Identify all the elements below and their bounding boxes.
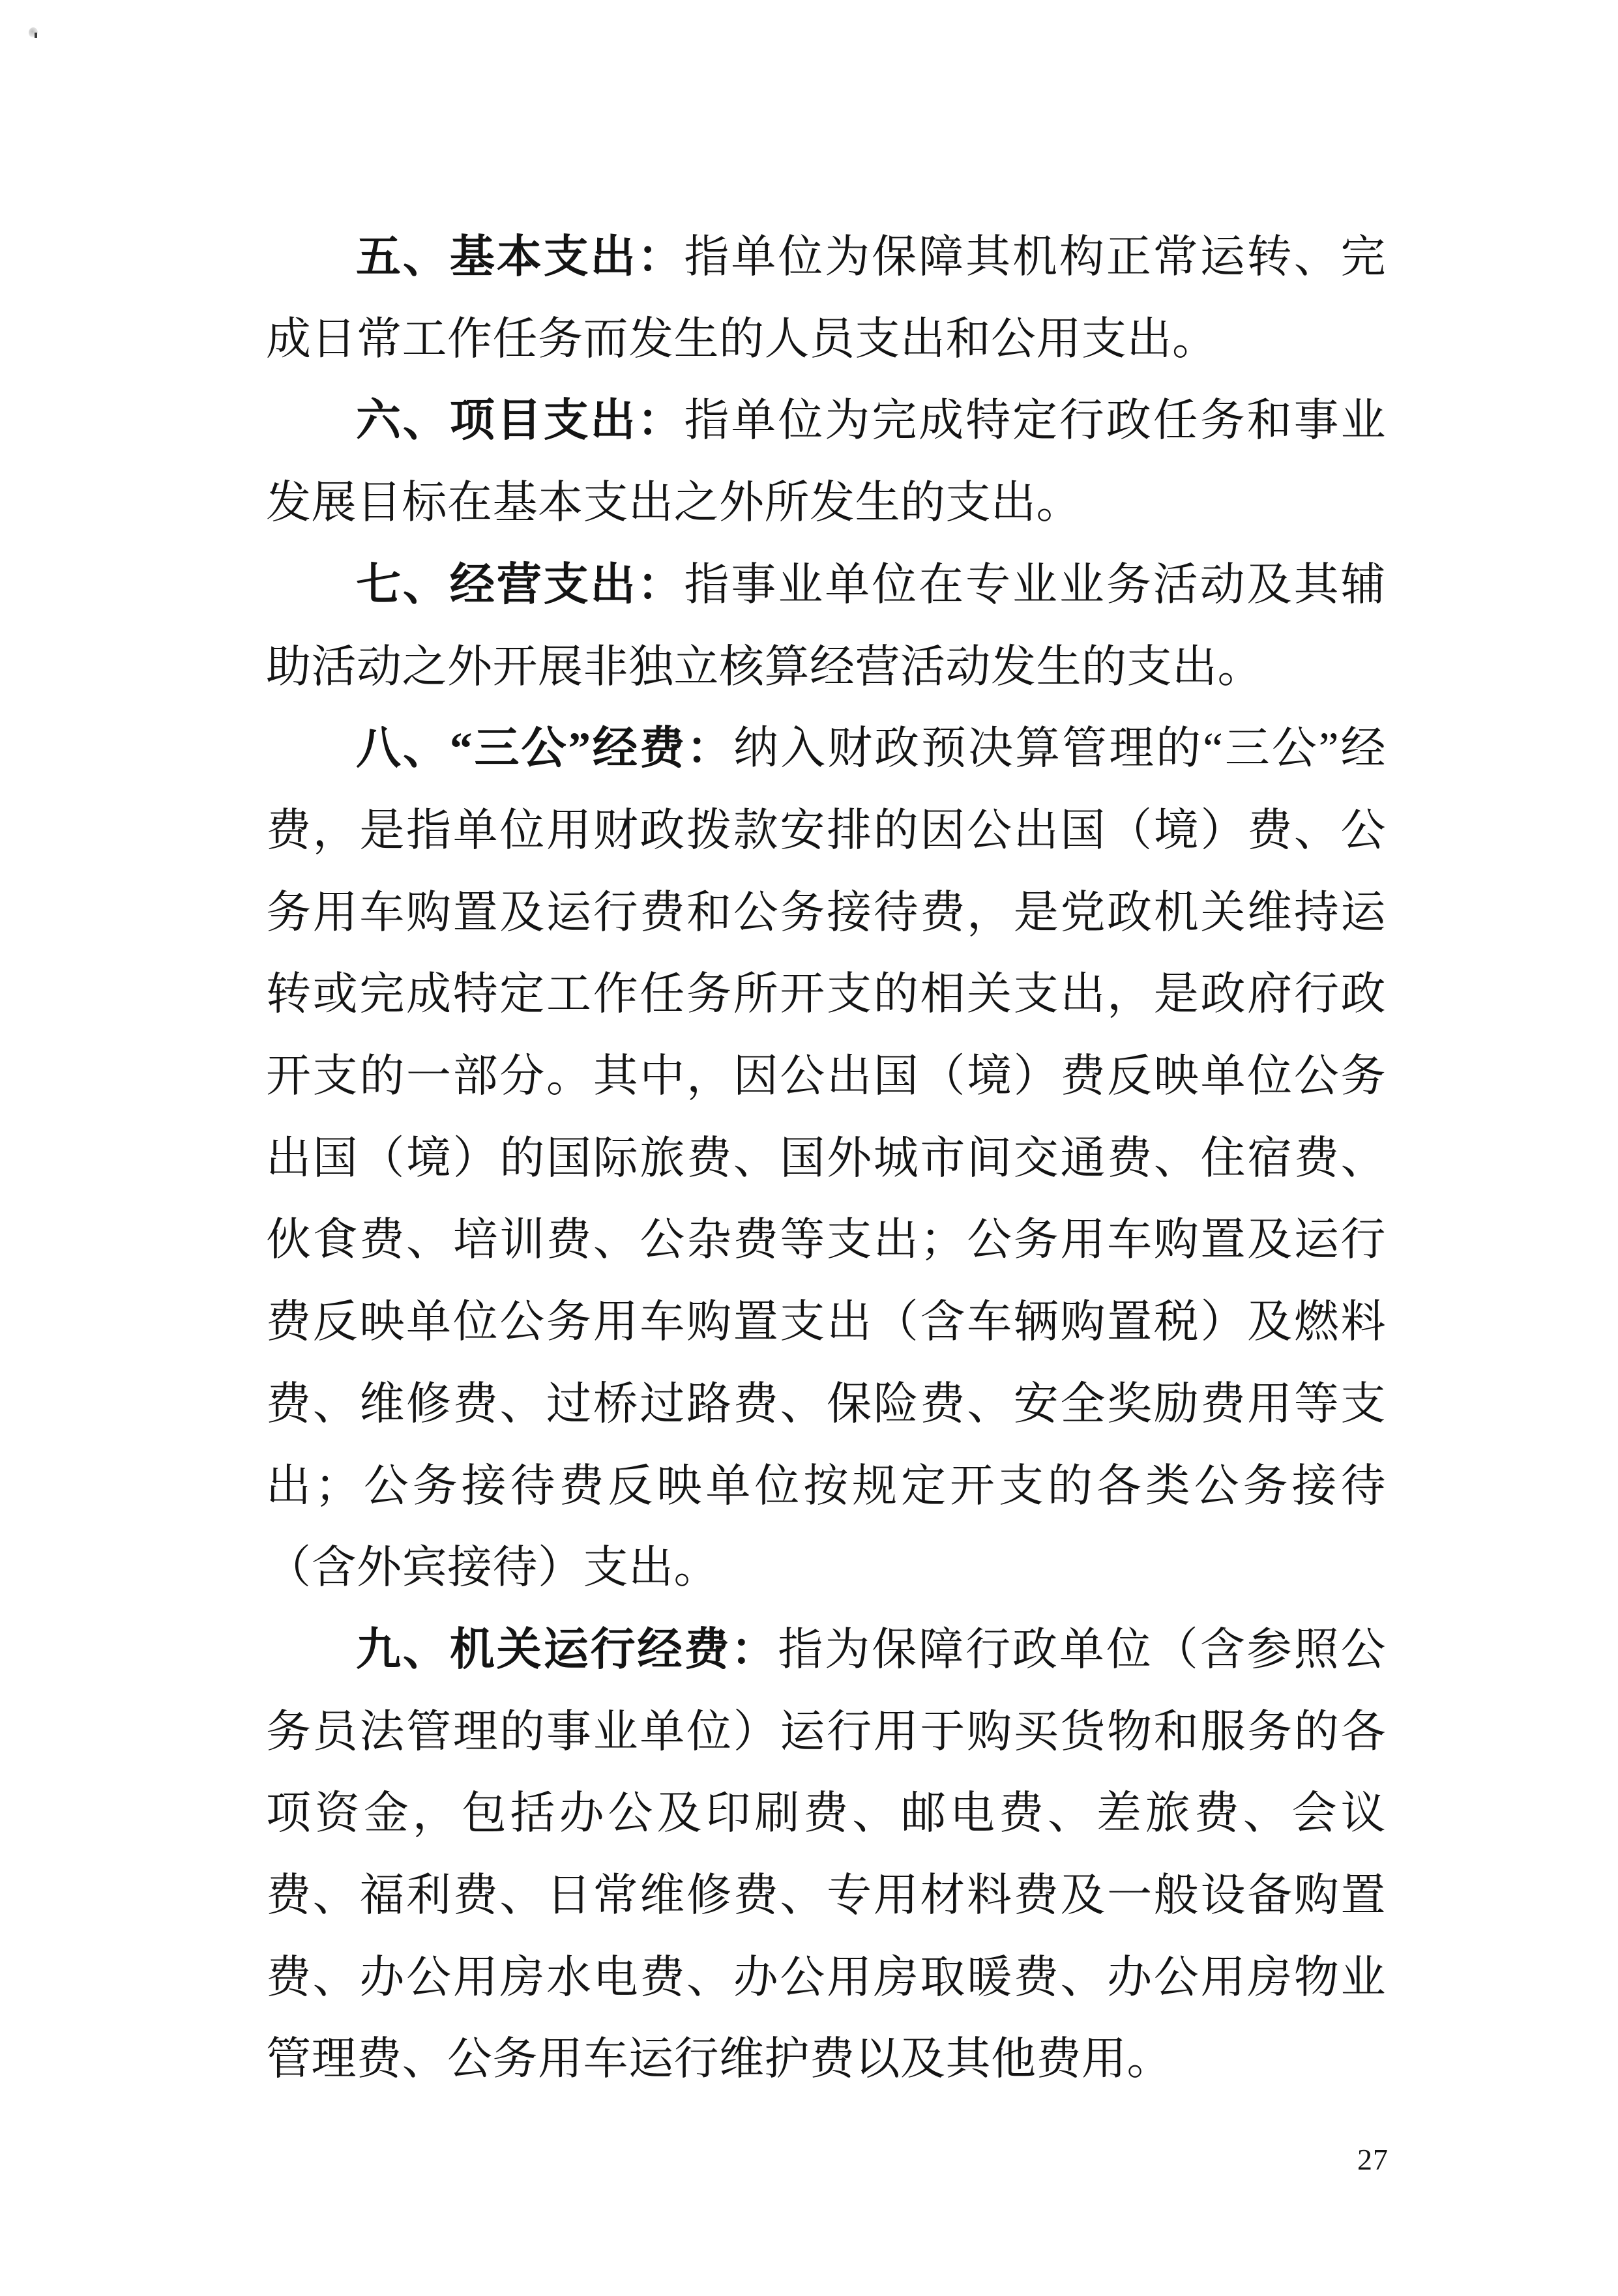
term-heading-operating-expenditure: 七、经营支出： bbox=[356, 559, 684, 609]
scan-artifact bbox=[29, 27, 38, 38]
paragraph-three-public-funds bbox=[266, 708, 1386, 1609]
term-heading-project-expenditure: 六、项目支出： bbox=[356, 396, 684, 446]
term-definition-operating-expenditure: 指事业单位在专业业务活动及其辅助活动之外开展非独立核算经营活动发生的支出。 bbox=[266, 559, 1387, 691]
paragraph-project-expenditure bbox=[266, 380, 1386, 544]
paragraph-operating-expenditure bbox=[266, 544, 1386, 708]
term-definition-agency-operating-funds: 指为保障行政单位（含参照公务员法管理的事业单位）运行用于购买货物和服务的各项资金，包括办公及印刷费、邮电费、差旅费、会议费、福利费、日常维修费、专用材料费及一般设备购置费、办公用房水电费、办公用房取暖费、办公用房物业管理费、公务用车运行维护费以及其他费用。 bbox=[266, 1624, 1387, 2084]
term-definition-three-public-funds: 纳入财政预决算管理的“三公”经费，是指单位用财政拨款安排的因公出国（境）费、公务用车购置及运行费和公务接待费，是党政机关维持运转或完成特定工作任务所开支的相关支出，是政府行政开支的一部分。其中，因公出国（境）费反映单位公务出国（境）的国际旅费、国外城市间交通费、住宿费、伙食费、培训费、公杂费等支出；公务用车购置及运行费反映单位公务用车购置支出（含车辆购置税）及燃料费、维修费、过桥过路费、保险费、安全奖励费用等支出；公务接待费反映单位按规定开支的各类公务接待（含外宾接待）支出。 bbox=[266, 723, 1386, 1593]
term-heading-agency-operating-funds: 九、机关运行经费： bbox=[356, 1624, 778, 1674]
paragraph-agency-operating-funds bbox=[266, 1609, 1386, 2100]
term-definition-basic-expenditure: 指单位为保障其机构正常运转、完成日常工作任务而发生的人员支出和公用支出。 bbox=[266, 232, 1387, 364]
text-block bbox=[266, 216, 1386, 2100]
term-heading-three-public-funds: 八、“三公”经费： bbox=[356, 723, 734, 774]
term-heading-basic-expenditure: 五、基本支出： bbox=[356, 232, 684, 282]
page-number: 27 bbox=[1357, 2143, 1389, 2176]
paragraph-basic-expenditure bbox=[266, 216, 1386, 380]
term-definition-project-expenditure: 指单位为完成特定行政任务和事业发展目标在基本支出之外所发生的支出。 bbox=[266, 396, 1387, 528]
